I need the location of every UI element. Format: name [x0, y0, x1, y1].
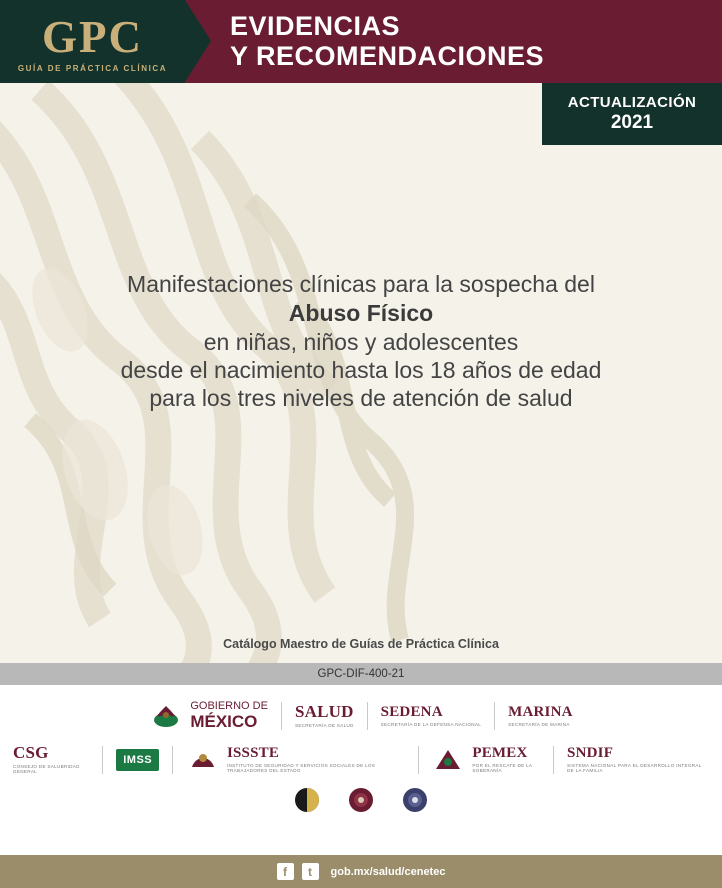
gpc-logo-subtitle: GUÍA DE PRÁCTICA CLÍNICA: [17, 63, 168, 73]
logo-sndif-sub: SISTEMA NACIONAL PARA EL DESARROLLO INTEGRAL DE LA FAMILIA: [567, 763, 702, 773]
title-line-1: Manifestaciones clínicas para la sospecha del: [127, 271, 595, 297]
header-title-line1: EVIDENCIAS: [230, 11, 401, 42]
mexico-eagle-emblem-icon: [149, 703, 183, 729]
institution-row-2: [0, 744, 722, 774]
logo-pemex-sub: POR EL RESCATE DE LA SOBERANÍA: [472, 763, 532, 773]
logo-salud-sub: SECRETARÍA DE SALUD: [294, 722, 354, 728]
gpc-logo-block: [0, 0, 185, 83]
logo-gobierno-bottom: MÉXICO: [190, 711, 258, 731]
gpc-logo-text: GPC: [42, 11, 143, 62]
update-badge: [542, 83, 722, 145]
logo-csg: [0, 744, 102, 774]
seal-pemex-gold-icon: [294, 787, 320, 813]
footer-bar: [0, 855, 722, 888]
logo-marina-sub: SECRETARÍA DE MARINA: [508, 721, 570, 727]
twitter-icon[interactable]: t: [302, 863, 319, 880]
logo-sndif-label: SNDIF: [567, 745, 614, 762]
logo-marina: [495, 704, 586, 728]
logo-gobierno-de-mexico: [136, 701, 281, 730]
logo-pemex-label: PEMEX: [472, 745, 528, 762]
header-title-line2: Y RECOMENDACIONES: [230, 40, 545, 71]
title-line-2: Abuso Físico: [288, 300, 434, 326]
catalog-code-bar: GPC-DIF-400-21: [0, 663, 722, 685]
logo-csg-label: CSG: [12, 743, 49, 763]
logo-imss-label: IMSS: [116, 749, 159, 771]
logo-issste-sub: INSTITUTO DE SEGURIDAD Y SERVICIOS SOCIALES DE LOS TRABAJADORES DEL ESTADO: [226, 763, 376, 773]
catalog-caption: Catálogo Maestro de Guías de Práctica Clínica: [223, 637, 499, 651]
logo-salud: [282, 703, 367, 729]
seal-marina-icon: [402, 787, 428, 813]
facebook-icon[interactable]: f: [277, 863, 294, 880]
title-line-5: para los tres niveles de atención de salud: [149, 385, 573, 411]
header-title-block: [185, 0, 722, 83]
institution-row-1: [0, 701, 722, 730]
issste-emblem-icon: [186, 747, 220, 773]
logo-gobierno-top: GOBIERNO DE: [190, 700, 268, 712]
document-header: [0, 0, 722, 83]
logo-issste-label: ISSSTE: [226, 745, 280, 762]
title-line-3: en niñas, niños y adolescentes: [203, 329, 519, 355]
logo-imss: [103, 749, 172, 771]
logo-issste: [173, 745, 418, 773]
update-badge-label: ACTUALIZACIÓN: [567, 94, 697, 111]
logo-sedena-label: SEDENA: [380, 703, 443, 720]
update-badge-year: 2021: [610, 112, 654, 133]
seal-sedena-icon: [348, 787, 374, 813]
institution-logos: [0, 685, 722, 855]
logo-sndif: [554, 745, 722, 773]
institution-row-3: [0, 787, 722, 813]
pemex-emblem-icon: [431, 747, 465, 773]
logo-pemex: [418, 745, 553, 773]
logo-sedena: [368, 704, 494, 728]
logo-csg-sub: CONSEJO DE SALUBRIDAD GENERAL: [12, 764, 80, 774]
logo-salud-label: SALUD: [294, 701, 354, 721]
page-title: [0, 270, 722, 412]
title-line-4: desde el nacimiento hasta los 18 años de edad: [120, 357, 602, 383]
site-url-text[interactable]: gob.mx/salud/cenetec: [330, 865, 446, 878]
logo-sedena-sub: SECRETARÍA DE LA DEFENSA NACIONAL: [380, 721, 482, 727]
logo-marina-label: MARINA: [508, 703, 573, 720]
